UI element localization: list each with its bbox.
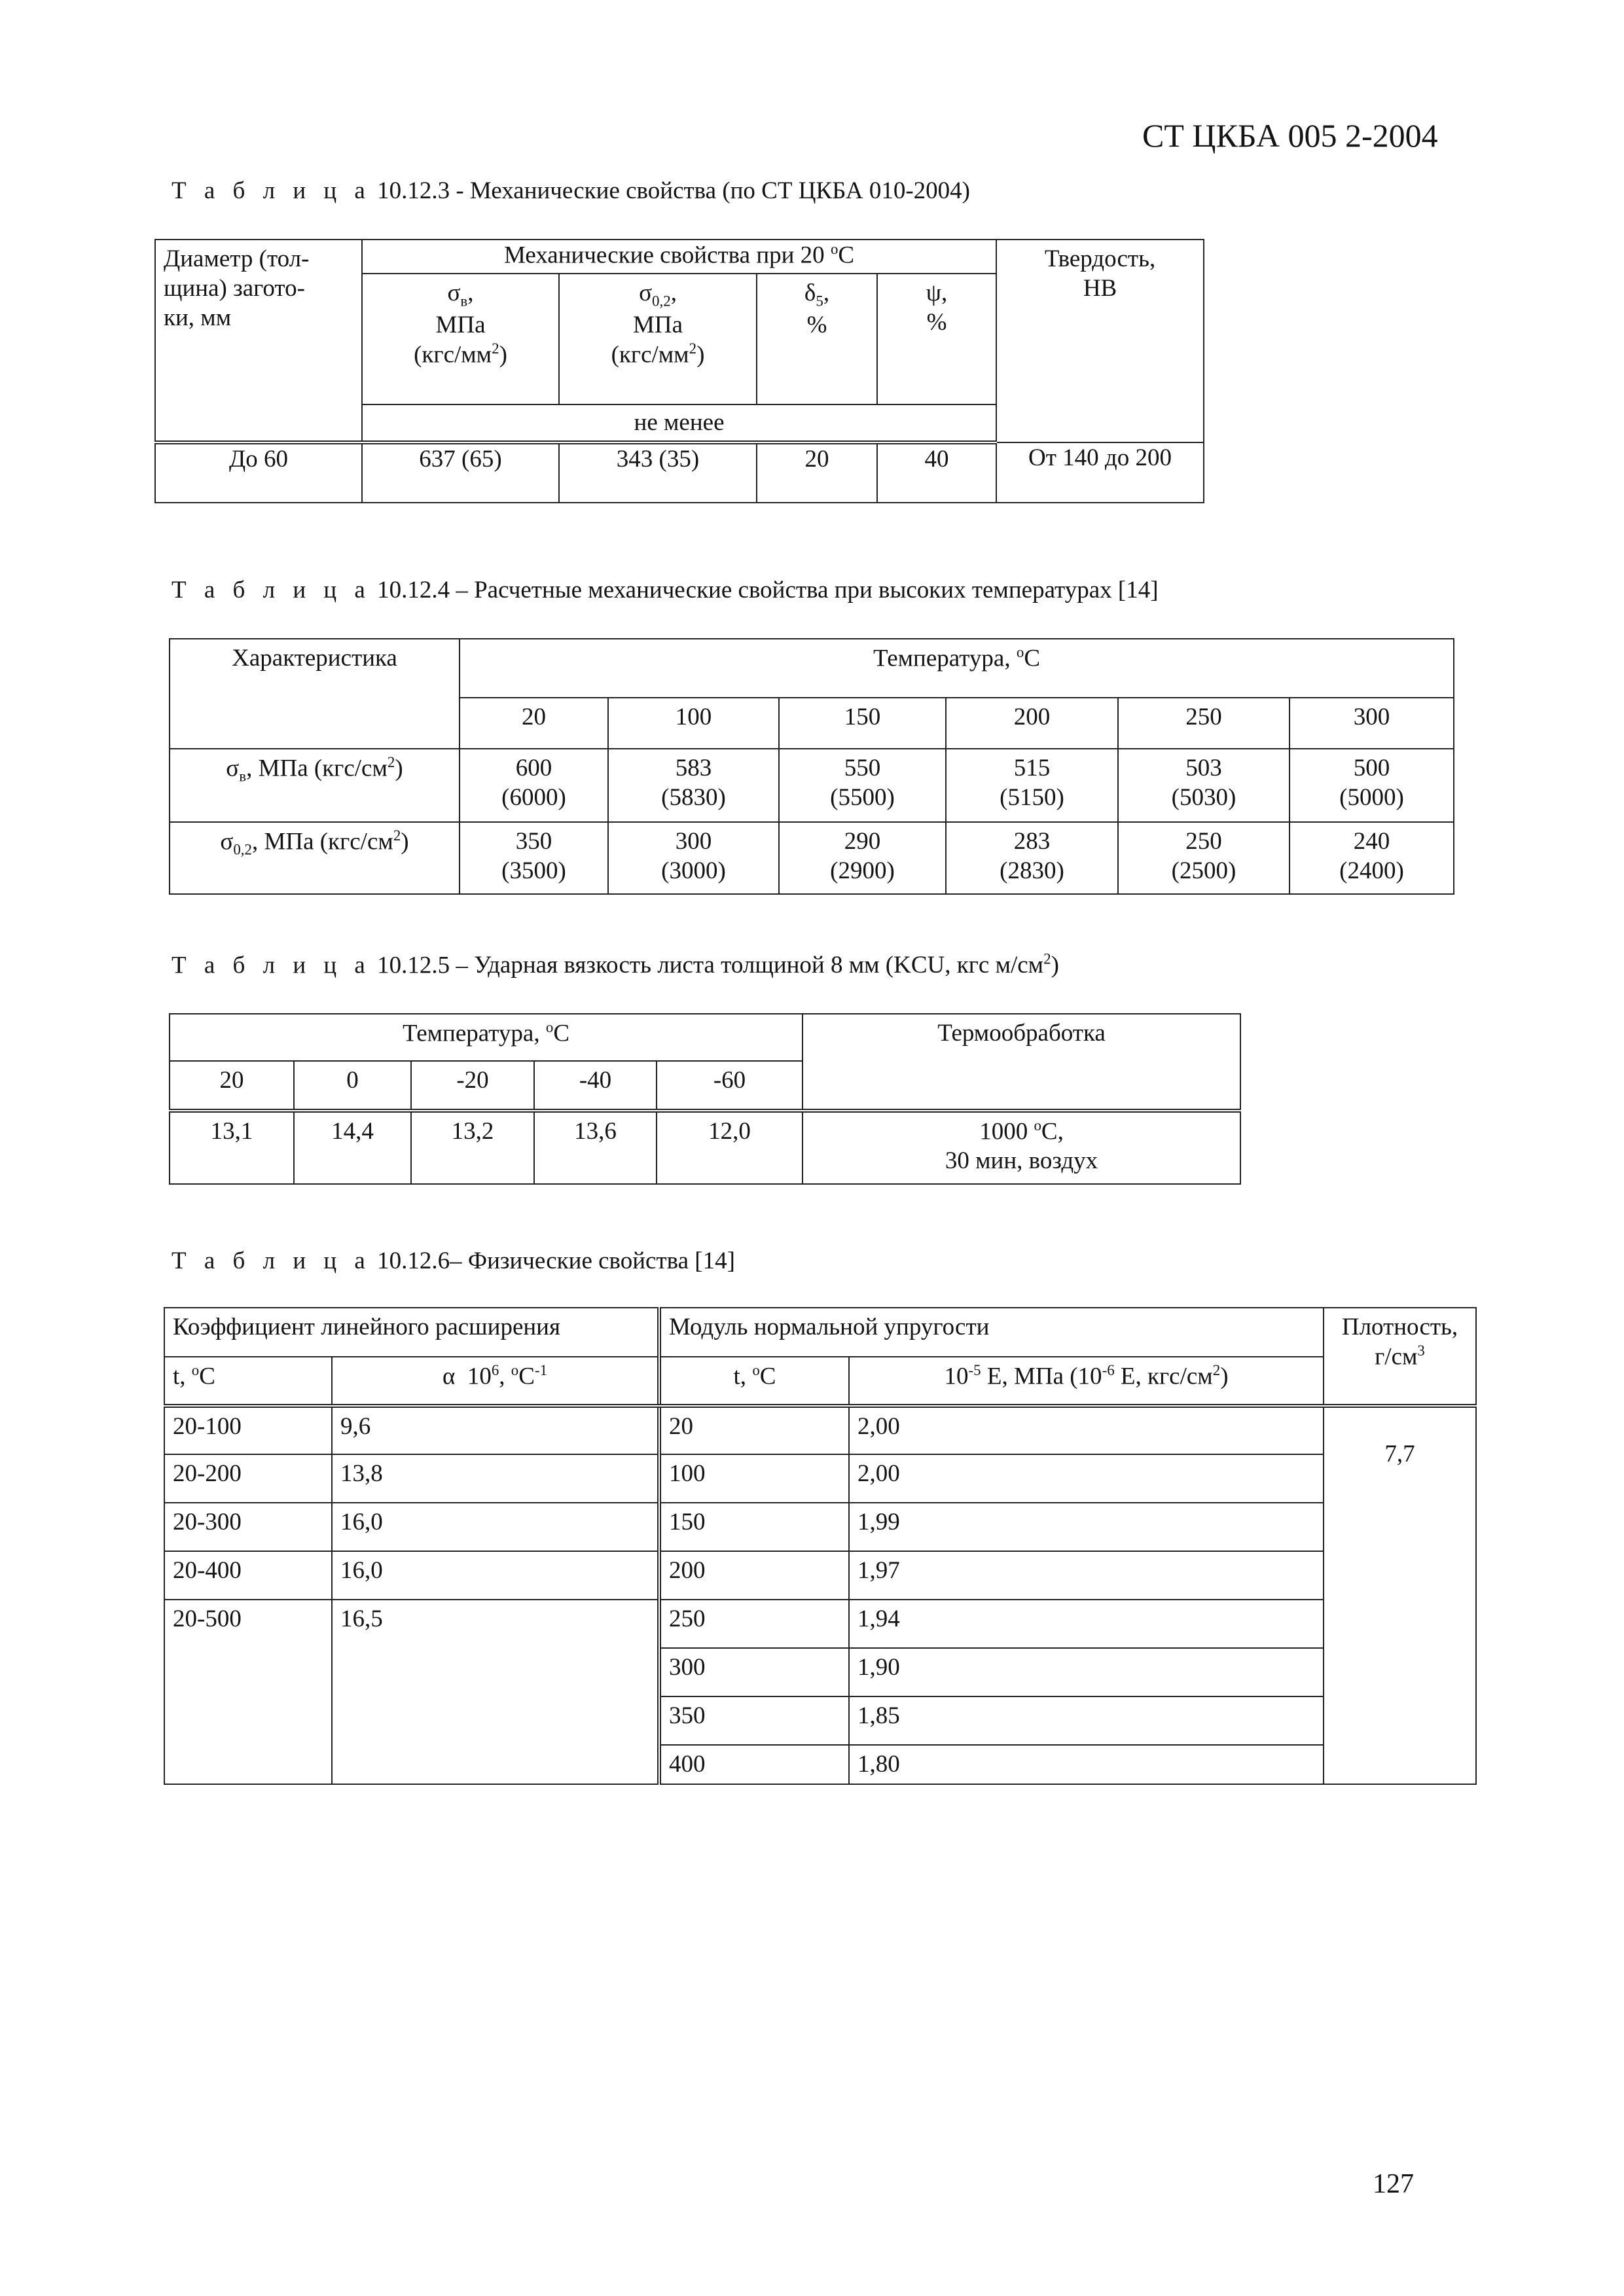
table-cell: 12,0 <box>657 1111 803 1184</box>
coef-value: 9,6 <box>332 1406 659 1454</box>
table-3-caption <box>171 951 1059 979</box>
caption-text: Расчетные механические свойства при высоких температурах [14] <box>474 577 1159 603</box>
mech-props-group-header: Механические свойства при 20 $^o$C <box>362 240 996 274</box>
table-cell: 13,1 <box>170 1111 294 1184</box>
hardness-header: Твердость, НВ <box>996 240 1204 442</box>
caption-text: Механические свойства (по СТ ЦКБА 010-2004) <box>469 177 970 204</box>
caption-number: 10.12.6– <box>377 1247 462 1274</box>
page-number: 127 <box>1373 2169 1414 2199</box>
temp-header: t, $^o$C <box>659 1357 849 1406</box>
tensile-strength-header: $\sigma_в$, МПа $(кгс/мм^2)$ <box>362 274 559 404</box>
density-value: 7,7 <box>1324 1406 1476 1784</box>
table-cell: 550 (5500) <box>779 749 946 822</box>
high-temp-properties-table <box>169 638 1454 895</box>
temp-cell: -60 <box>657 1061 803 1111</box>
table-cell: 343 (35) <box>559 442 757 503</box>
caption-number: 10.12.3 - <box>377 177 464 204</box>
table-cell: 283 (2830) <box>946 822 1118 894</box>
alpha-header: α $10^6$, $^oC^{-1}$ <box>332 1357 659 1406</box>
table-cell: 13,6 <box>534 1111 657 1184</box>
table-4-caption <box>171 1247 735 1275</box>
mod-temp: 250 <box>659 1600 849 1648</box>
table-cell: 13,2 <box>411 1111 534 1184</box>
coef-value: 16,5 <box>332 1600 659 1784</box>
caption-number: 10.12.4 – <box>377 577 468 603</box>
mod-value: 1,85 <box>849 1696 1324 1745</box>
temp-cell: 250 <box>1118 698 1290 749</box>
table-2-caption <box>171 576 1159 604</box>
table-cell: 14,4 <box>294 1111 411 1184</box>
temp-cell: 20 <box>170 1061 294 1111</box>
mod-value: 1,94 <box>849 1600 1324 1648</box>
mod-value: 1,80 <box>849 1745 1324 1784</box>
heat-treatment-cell: 1000 $^o$C, 30 мин, воздух <box>803 1111 1240 1184</box>
coef-value: 16,0 <box>332 1503 659 1551</box>
mod-value: 1,99 <box>849 1503 1324 1551</box>
min-values-label: не менее <box>362 404 996 442</box>
table-1-caption <box>171 177 970 205</box>
temp-cell: 150 <box>779 698 946 749</box>
yield-strength-header: $\sigma_{0,2}$, МПа $(кгс/мм^2)$ <box>559 274 757 404</box>
table-cell: От 140 до 200 <box>996 442 1204 503</box>
temp-range-header: t, $^o$C <box>164 1357 332 1406</box>
row-label-yield: $\sigma_{0,2}$, МПа $(кгс/см^2)$ <box>170 822 460 894</box>
caption-prefix: Т а б л и ц а <box>171 577 371 603</box>
mod-value: 2,00 <box>849 1454 1324 1503</box>
table-cell: 515 (5150) <box>946 749 1118 822</box>
table-cell: 20 <box>757 442 877 503</box>
table-cell: 500 (5000) <box>1290 749 1454 822</box>
document-code: СТ ЦКБА 005 2-2004 <box>1142 117 1438 154</box>
diameter-header: Диаметр (тол- щина) загото- ки, мм <box>155 240 362 442</box>
coef-range: 20-300 <box>164 1503 332 1551</box>
table-cell: 637 (65) <box>362 442 559 503</box>
thermal-expansion-header: Коэффициент линейного расширения <box>164 1308 659 1357</box>
coef-range: 20-400 <box>164 1551 332 1600</box>
elastic-modulus-header: Модуль нормальной упругости <box>659 1308 1324 1357</box>
temperature-header: Температура, $^o$C <box>170 1014 803 1061</box>
elongation-header: $\delta_5$, % <box>757 274 877 404</box>
table-cell: 240 (2400) <box>1290 822 1454 894</box>
temp-cell: -40 <box>534 1061 657 1111</box>
physical-properties-table <box>164 1307 1477 1785</box>
temp-cell: 100 <box>608 698 779 749</box>
mod-temp: 350 <box>659 1696 849 1745</box>
table-cell: 40 <box>877 442 996 503</box>
temp-cell: 20 <box>460 698 608 749</box>
table-cell: 290 (2900) <box>779 822 946 894</box>
mod-temp: 150 <box>659 1503 849 1551</box>
heat-treatment-header: Термообработка <box>803 1014 1240 1111</box>
temp-cell: 200 <box>946 698 1118 749</box>
coef-range: 20-200 <box>164 1454 332 1503</box>
modulus-header: $10^{-5}$ E, МПа ($10^{-6}$ E, кгс/$см^2$) <box>849 1357 1324 1406</box>
mod-temp: 20 <box>659 1406 849 1454</box>
temp-cell: 0 <box>294 1061 411 1111</box>
caption-text: Физические свойства [14] <box>467 1247 735 1274</box>
table-cell: 503 (5030) <box>1118 749 1290 822</box>
mod-value: 1,90 <box>849 1648 1324 1696</box>
coef-value: 13,8 <box>332 1454 659 1503</box>
characteristic-header: Характеристика <box>170 639 460 749</box>
mod-temp: 300 <box>659 1648 849 1696</box>
caption-number: 10.12.5 – <box>377 952 468 979</box>
mod-temp: 400 <box>659 1745 849 1784</box>
impact-toughness-table <box>169 1013 1241 1185</box>
table-cell: 600 (6000) <box>460 749 608 822</box>
coef-range: 20-100 <box>164 1406 332 1454</box>
temp-cell: -20 <box>411 1061 534 1111</box>
table-cell: 350 (3500) <box>460 822 608 894</box>
table-cell: 583 (5830) <box>608 749 779 822</box>
coef-value: 16,0 <box>332 1551 659 1600</box>
row-label-tensile: $\sigma_в$, МПа $(кгс/см^2)$ <box>170 749 460 822</box>
coef-range: 20-500 <box>164 1600 332 1784</box>
caption-prefix: Т а б л и ц а <box>171 177 371 204</box>
caption-text: Ударная вязкость листа толщиной 8 мм (KCU, кгс $м/см^2$) <box>474 951 1059 979</box>
table-cell: 300 (3000) <box>608 822 779 894</box>
density-header: Плотность, $г/см^3$ <box>1324 1308 1476 1406</box>
caption-prefix: Т а б л и ц а <box>171 952 371 979</box>
table-row: До 60 <box>155 442 362 503</box>
mod-temp: 100 <box>659 1454 849 1503</box>
mod-value: 1,97 <box>849 1551 1324 1600</box>
temperature-header: Температура, $^o$C <box>460 639 1454 698</box>
mod-value: 2,00 <box>849 1406 1324 1454</box>
temp-cell: 300 <box>1290 698 1454 749</box>
table-cell: 250 (2500) <box>1118 822 1290 894</box>
mod-temp: 200 <box>659 1551 849 1600</box>
caption-prefix: Т а б л и ц а <box>171 1247 371 1274</box>
mechanical-properties-table <box>154 239 1204 503</box>
reduction-header: ψ, % <box>877 274 996 404</box>
